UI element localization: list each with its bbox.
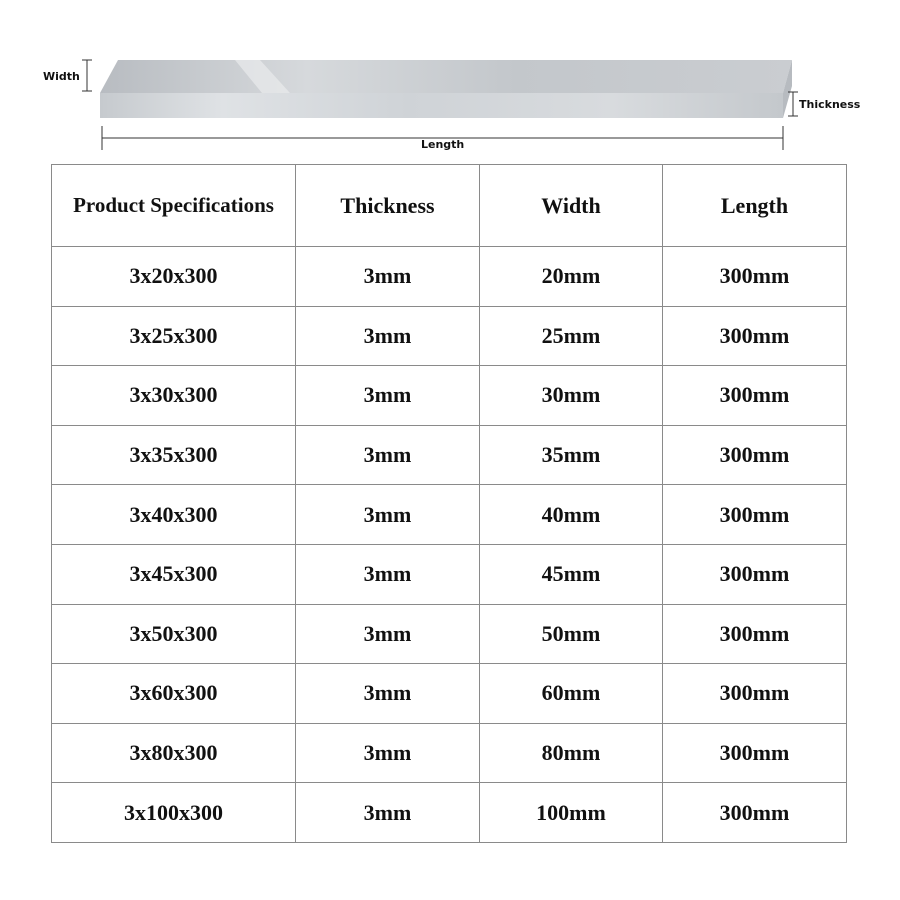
cell-thickness: 3mm: [296, 306, 480, 366]
cell-thickness: 3mm: [296, 366, 480, 426]
cell-length: 300mm: [663, 783, 847, 843]
bar-top-face: [100, 60, 792, 93]
length-label: Length: [421, 138, 465, 151]
table-row: [52, 306, 847, 366]
cell-width: 60mm: [480, 664, 663, 724]
thickness-dimension-marker: [788, 92, 798, 116]
cell-thickness: 3mm: [296, 723, 480, 783]
cell-thickness: 3mm: [296, 783, 480, 843]
table-row: [52, 544, 847, 604]
cell-thickness: 3mm: [296, 247, 480, 307]
cell-width: 25mm: [480, 306, 663, 366]
cell-length: 300mm: [663, 664, 847, 724]
thickness-label: Thickness: [799, 98, 861, 111]
cell-thickness: 3mm: [296, 544, 480, 604]
product-dimension-diagram: [0, 0, 900, 160]
table-row: [52, 485, 847, 545]
steel-bar-illustration: [0, 0, 900, 160]
table-row: [52, 664, 847, 724]
table-row: [52, 783, 847, 843]
cell-specification: 3x100x300: [52, 783, 296, 843]
cell-specification: 3x25x300: [52, 306, 296, 366]
bar-front-face: [100, 93, 783, 118]
table-row: [52, 723, 847, 783]
cell-specification: 3x35x300: [52, 425, 296, 485]
cell-specification: 3x40x300: [52, 485, 296, 545]
table-row: [52, 604, 847, 664]
cell-thickness: 3mm: [296, 425, 480, 485]
cell-width: 45mm: [480, 544, 663, 604]
cell-specification: 3x50x300: [52, 604, 296, 664]
header-product-specifications: Product Specifications: [52, 165, 296, 247]
cell-length: 300mm: [663, 723, 847, 783]
cell-width: 20mm: [480, 247, 663, 307]
cell-length: 300mm: [663, 247, 847, 307]
cell-specification: 3x80x300: [52, 723, 296, 783]
cell-length: 300mm: [663, 425, 847, 485]
cell-specification: 3x30x300: [52, 366, 296, 426]
cell-thickness: 3mm: [296, 664, 480, 724]
width-label: Width: [43, 70, 80, 83]
table-row: [52, 425, 847, 485]
cell-width: 80mm: [480, 723, 663, 783]
cell-specification: 3x60x300: [52, 664, 296, 724]
table-header-row: [52, 165, 847, 247]
cell-width: 50mm: [480, 604, 663, 664]
table-row: [52, 366, 847, 426]
table-row: [52, 247, 847, 307]
cell-width: 100mm: [480, 783, 663, 843]
width-dimension-marker: [82, 60, 92, 91]
cell-length: 300mm: [663, 485, 847, 545]
cell-specification: 3x20x300: [52, 247, 296, 307]
header-width: Width: [480, 165, 663, 247]
specifications-table: [51, 164, 847, 843]
header-length: Length: [663, 165, 847, 247]
cell-thickness: 3mm: [296, 485, 480, 545]
cell-thickness: 3mm: [296, 604, 480, 664]
header-thickness: Thickness: [296, 165, 480, 247]
cell-length: 300mm: [663, 544, 847, 604]
cell-specification: 3x45x300: [52, 544, 296, 604]
cell-length: 300mm: [663, 306, 847, 366]
cell-length: 300mm: [663, 366, 847, 426]
cell-width: 35mm: [480, 425, 663, 485]
cell-width: 40mm: [480, 485, 663, 545]
cell-length: 300mm: [663, 604, 847, 664]
cell-width: 30mm: [480, 366, 663, 426]
